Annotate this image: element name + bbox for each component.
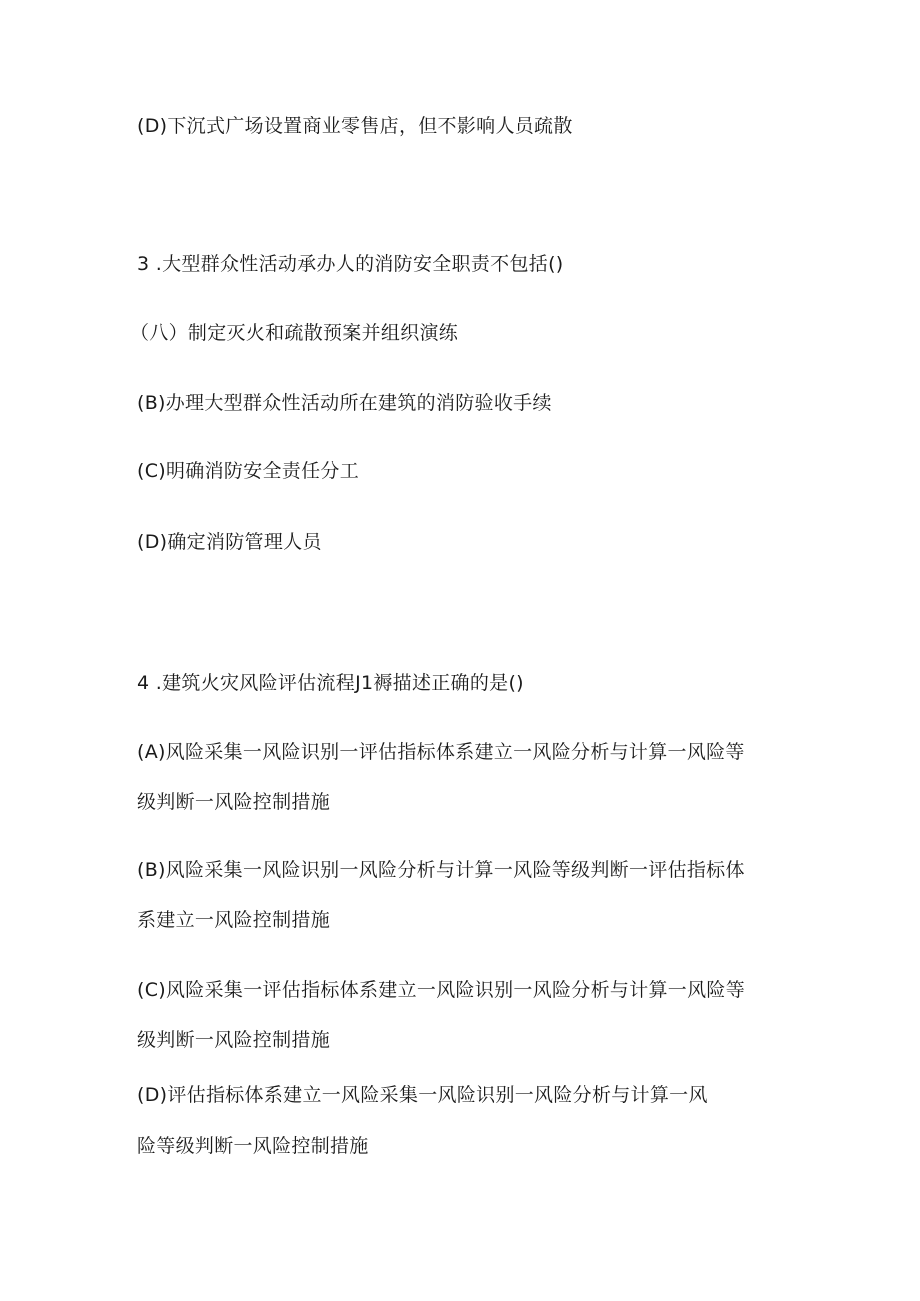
q4-option-b-line1: (B)风险采集一风险识别一风险分析与计算一风险等级判断一评估指标体 [137, 859, 745, 881]
q4-option-c-line1: (C)风险采集一评估指标体系建立一风险识别一风险分析与计算一风险等 [137, 979, 745, 1001]
q4-stem: 4 .建筑火灾风险评估流程J1褥描述正确的是() [137, 672, 524, 694]
q4-option-d-line1: (D)评估指标体系建立一风险采集一风险识别一风险分析与计算一风 [137, 1084, 708, 1106]
q3-option-a: （八）制定灭火和疏散预案并组织演练 [130, 322, 459, 344]
q4-option-a-line1: (A)风险采集一风险识别一评估指标体系建立一风险分析与计算一风险等 [137, 741, 745, 763]
q2-option-d: (D)下沉式广场设置商业零售店，但不影响人员疏散 [137, 115, 573, 137]
q3-option-c: (C)明确消防安全责任分工 [137, 460, 359, 482]
q4-option-d-line2: 险等级判断一风险控制措施 [137, 1135, 369, 1157]
q3-option-b: (B)办理大型群众性活动所在建筑的消防验收手续 [137, 392, 552, 414]
q4-option-b-line2: 系建立一风险控制措施 [137, 909, 331, 931]
q3-stem: 3 .大型群众性活动承办人的消防安全职责不包括() [137, 253, 564, 275]
q3-option-d: (D)确定消防管理人员 [137, 531, 322, 553]
q4-option-c-line2: 级判断一风险控制措施 [137, 1029, 331, 1051]
q4-option-a-line2: 级判断一风险控制措施 [137, 791, 331, 813]
